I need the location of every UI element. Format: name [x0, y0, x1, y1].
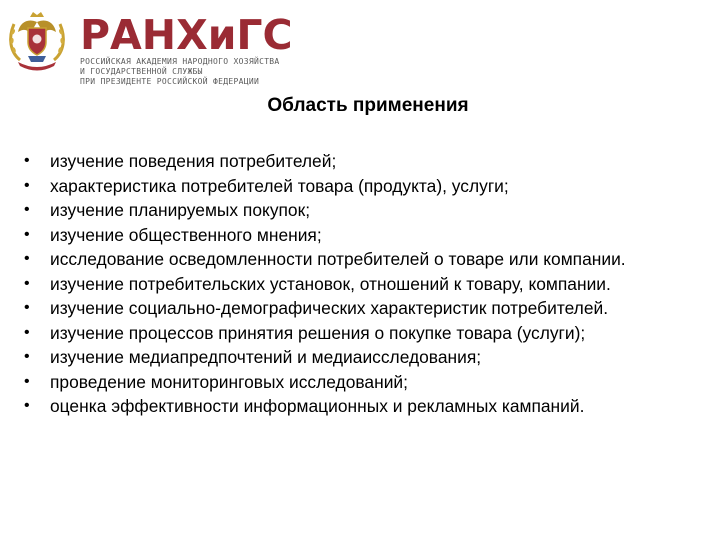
- brand-subtitle-line-2: И ГОСУДАРСТВЕННОЙ СЛУЖБЫ: [80, 67, 203, 76]
- bullet-icon: •: [24, 348, 30, 365]
- list-item-text: изучение планируемых покупок;: [50, 200, 311, 220]
- list-item-text: оценка эффективности информационных и рекламных кампаний.: [50, 396, 585, 416]
- slide-title: [0, 94, 720, 118]
- bullet-icon: •: [24, 225, 30, 243]
- list-item-text: изучение потребительских установок, отношений к товару, компании.: [50, 273, 611, 294]
- brand-subtitle-line-1: РОССИЙСКАЯ АКАДЕМИЯ НАРОДНОГО ХОЗЯЙСТВА: [80, 57, 280, 66]
- bullet-list: [20, 149, 715, 419]
- bullet-icon: •: [24, 274, 30, 292]
- bullet-icon: •: [24, 201, 30, 218]
- bullet-icon: •: [24, 323, 30, 341]
- list-item-text: изучение социально-демографических характеристик потребителей.: [50, 298, 609, 318]
- list-item-text: характеристика потребителей товара (продукта), услуги;: [50, 175, 509, 196]
- list-item: [20, 394, 715, 419]
- list-item: [20, 174, 715, 199]
- brand-name: РАНХиГС: [80, 11, 293, 59]
- list-item-text: изучение общественного мнения;: [50, 224, 322, 245]
- list-item: [20, 198, 715, 223]
- slide-title-text: Область применения: [267, 95, 469, 116]
- brand-subtitle-line-3: ПРИ ПРЕЗИДЕНТЕ РОССИЙСКОЙ ФЕДЕРАЦИИ: [80, 77, 260, 86]
- list-item: [20, 223, 715, 248]
- list-item: [20, 321, 715, 346]
- list-item: [20, 247, 715, 272]
- list-item: [20, 370, 715, 395]
- bullet-icon: •: [24, 176, 30, 194]
- list-item: [20, 296, 715, 321]
- list-item: [20, 345, 715, 370]
- bullet-icon: •: [24, 299, 30, 316]
- header: [0, 0, 720, 90]
- list-item: [20, 149, 715, 174]
- list-item-text: исследование осведомленности потребителей о товаре или компании.: [50, 249, 626, 269]
- list-item-text: изучение процессов принятия решения о покупке товара (услуги);: [50, 322, 586, 343]
- list-item: [20, 272, 715, 297]
- eagle-crest-icon: [6, 8, 68, 74]
- list-item-text: изучение поведения потребителей;: [50, 151, 337, 171]
- bullet-icon: •: [24, 152, 30, 169]
- bullet-icon: •: [24, 372, 30, 390]
- brand-logo: [80, 11, 293, 86]
- bullet-icon: •: [24, 397, 30, 414]
- list-item-text: проведение мониторинговых исследований;: [50, 371, 408, 392]
- bullet-icon: •: [24, 250, 30, 267]
- list-item-text: изучение медиапредпочтений и медиаисследования;: [50, 347, 482, 367]
